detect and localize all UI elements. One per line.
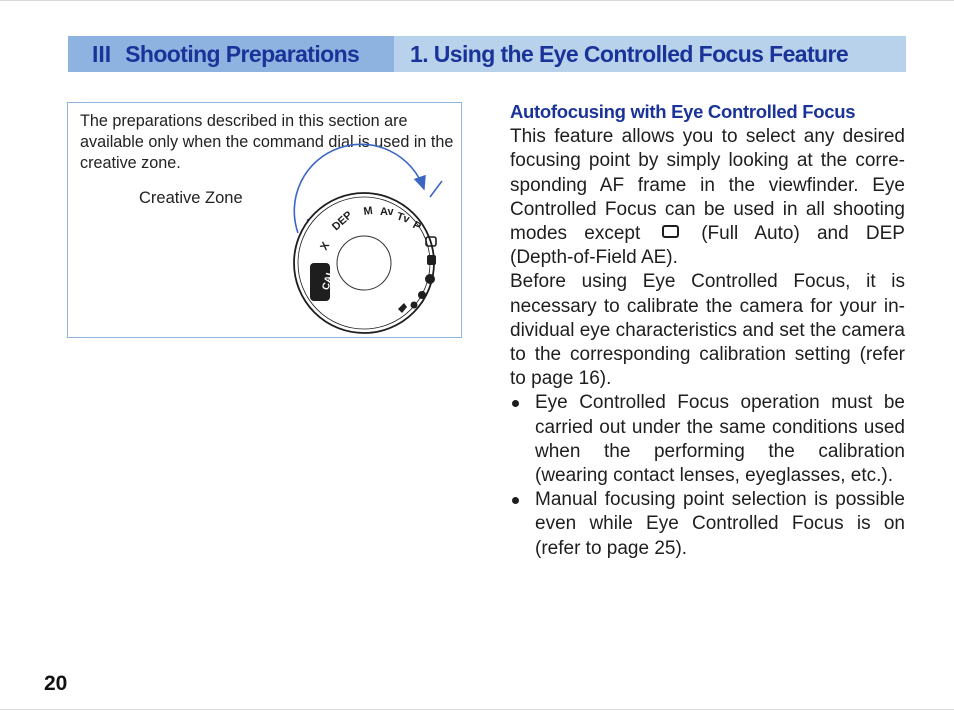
dial-mark-x: X [318, 240, 333, 253]
calibration-paragraph: Before using Eye Controlled Focus, it is necessary to calibrate the camera for your individual eye characteristics and set the camera to the corresponding calibration setting (refer to page 16). [510, 271, 905, 390]
chapter-title: 1. Using the Eye Controlled Focus Feature [410, 41, 849, 67]
section-title: Shooting Preparations [125, 40, 360, 67]
info-box-text: The preparations described in this section are available only when the command dial is used in the creative zone. [80, 112, 454, 172]
bullet-icon [512, 400, 519, 407]
intro-text-after: (Full Auto) and DEP (Depth-of-Field AE). [510, 223, 905, 269]
list-item-text: Eye Controlled Focus operation must be carried out under the same conditions used when the performing the calibration (wearing contact lenses, eyeglasses, etc.). [535, 392, 905, 487]
intro-text-before: This feature allows you to select any desired focusing point by simply looking at the corresponding AF frame in the viewfinder. Eye Controlled Focus can be used in all shooting modes except [510, 126, 905, 245]
intro-paragraph [510, 125, 905, 270]
list-item [510, 488, 905, 561]
top-rule [0, 0, 954, 1]
dial-mark-p: P [410, 219, 423, 234]
section-subheading: Autofocusing with Eye Controlled Focus [510, 101, 856, 122]
creative-zone-label: Creative Zone [139, 189, 243, 207]
dial-mark-landscape [425, 274, 435, 284]
info-box [67, 102, 462, 338]
dial-mark-portrait [427, 255, 436, 265]
page-number: 20 [44, 672, 68, 695]
dial-mark-av: Av [380, 206, 394, 218]
notes-list [510, 391, 905, 560]
dial-center [337, 236, 391, 290]
dial-mark-dep: DEP [329, 209, 355, 234]
dial-mark-closeup [418, 291, 426, 299]
zone-tick-right [430, 181, 442, 197]
section-numeral: III [92, 40, 112, 67]
dial-mark-night [411, 302, 418, 309]
dial-mark-tv: Tv [395, 210, 411, 226]
bottom-rule [0, 709, 954, 710]
list-item-text: Manual focusing point selection is possible even while Eye Controlled Focus is on (refer to page 25). [535, 489, 905, 559]
bullet-icon [512, 497, 519, 504]
command-dial-illustration [218, 167, 423, 339]
list-item [510, 391, 905, 488]
section-tab [68, 36, 394, 72]
full-auto-mode-icon [662, 225, 679, 238]
dial-mark-cal: CAL [320, 268, 337, 292]
main-content [510, 100, 905, 561]
dial-mark-m: M [362, 204, 374, 218]
